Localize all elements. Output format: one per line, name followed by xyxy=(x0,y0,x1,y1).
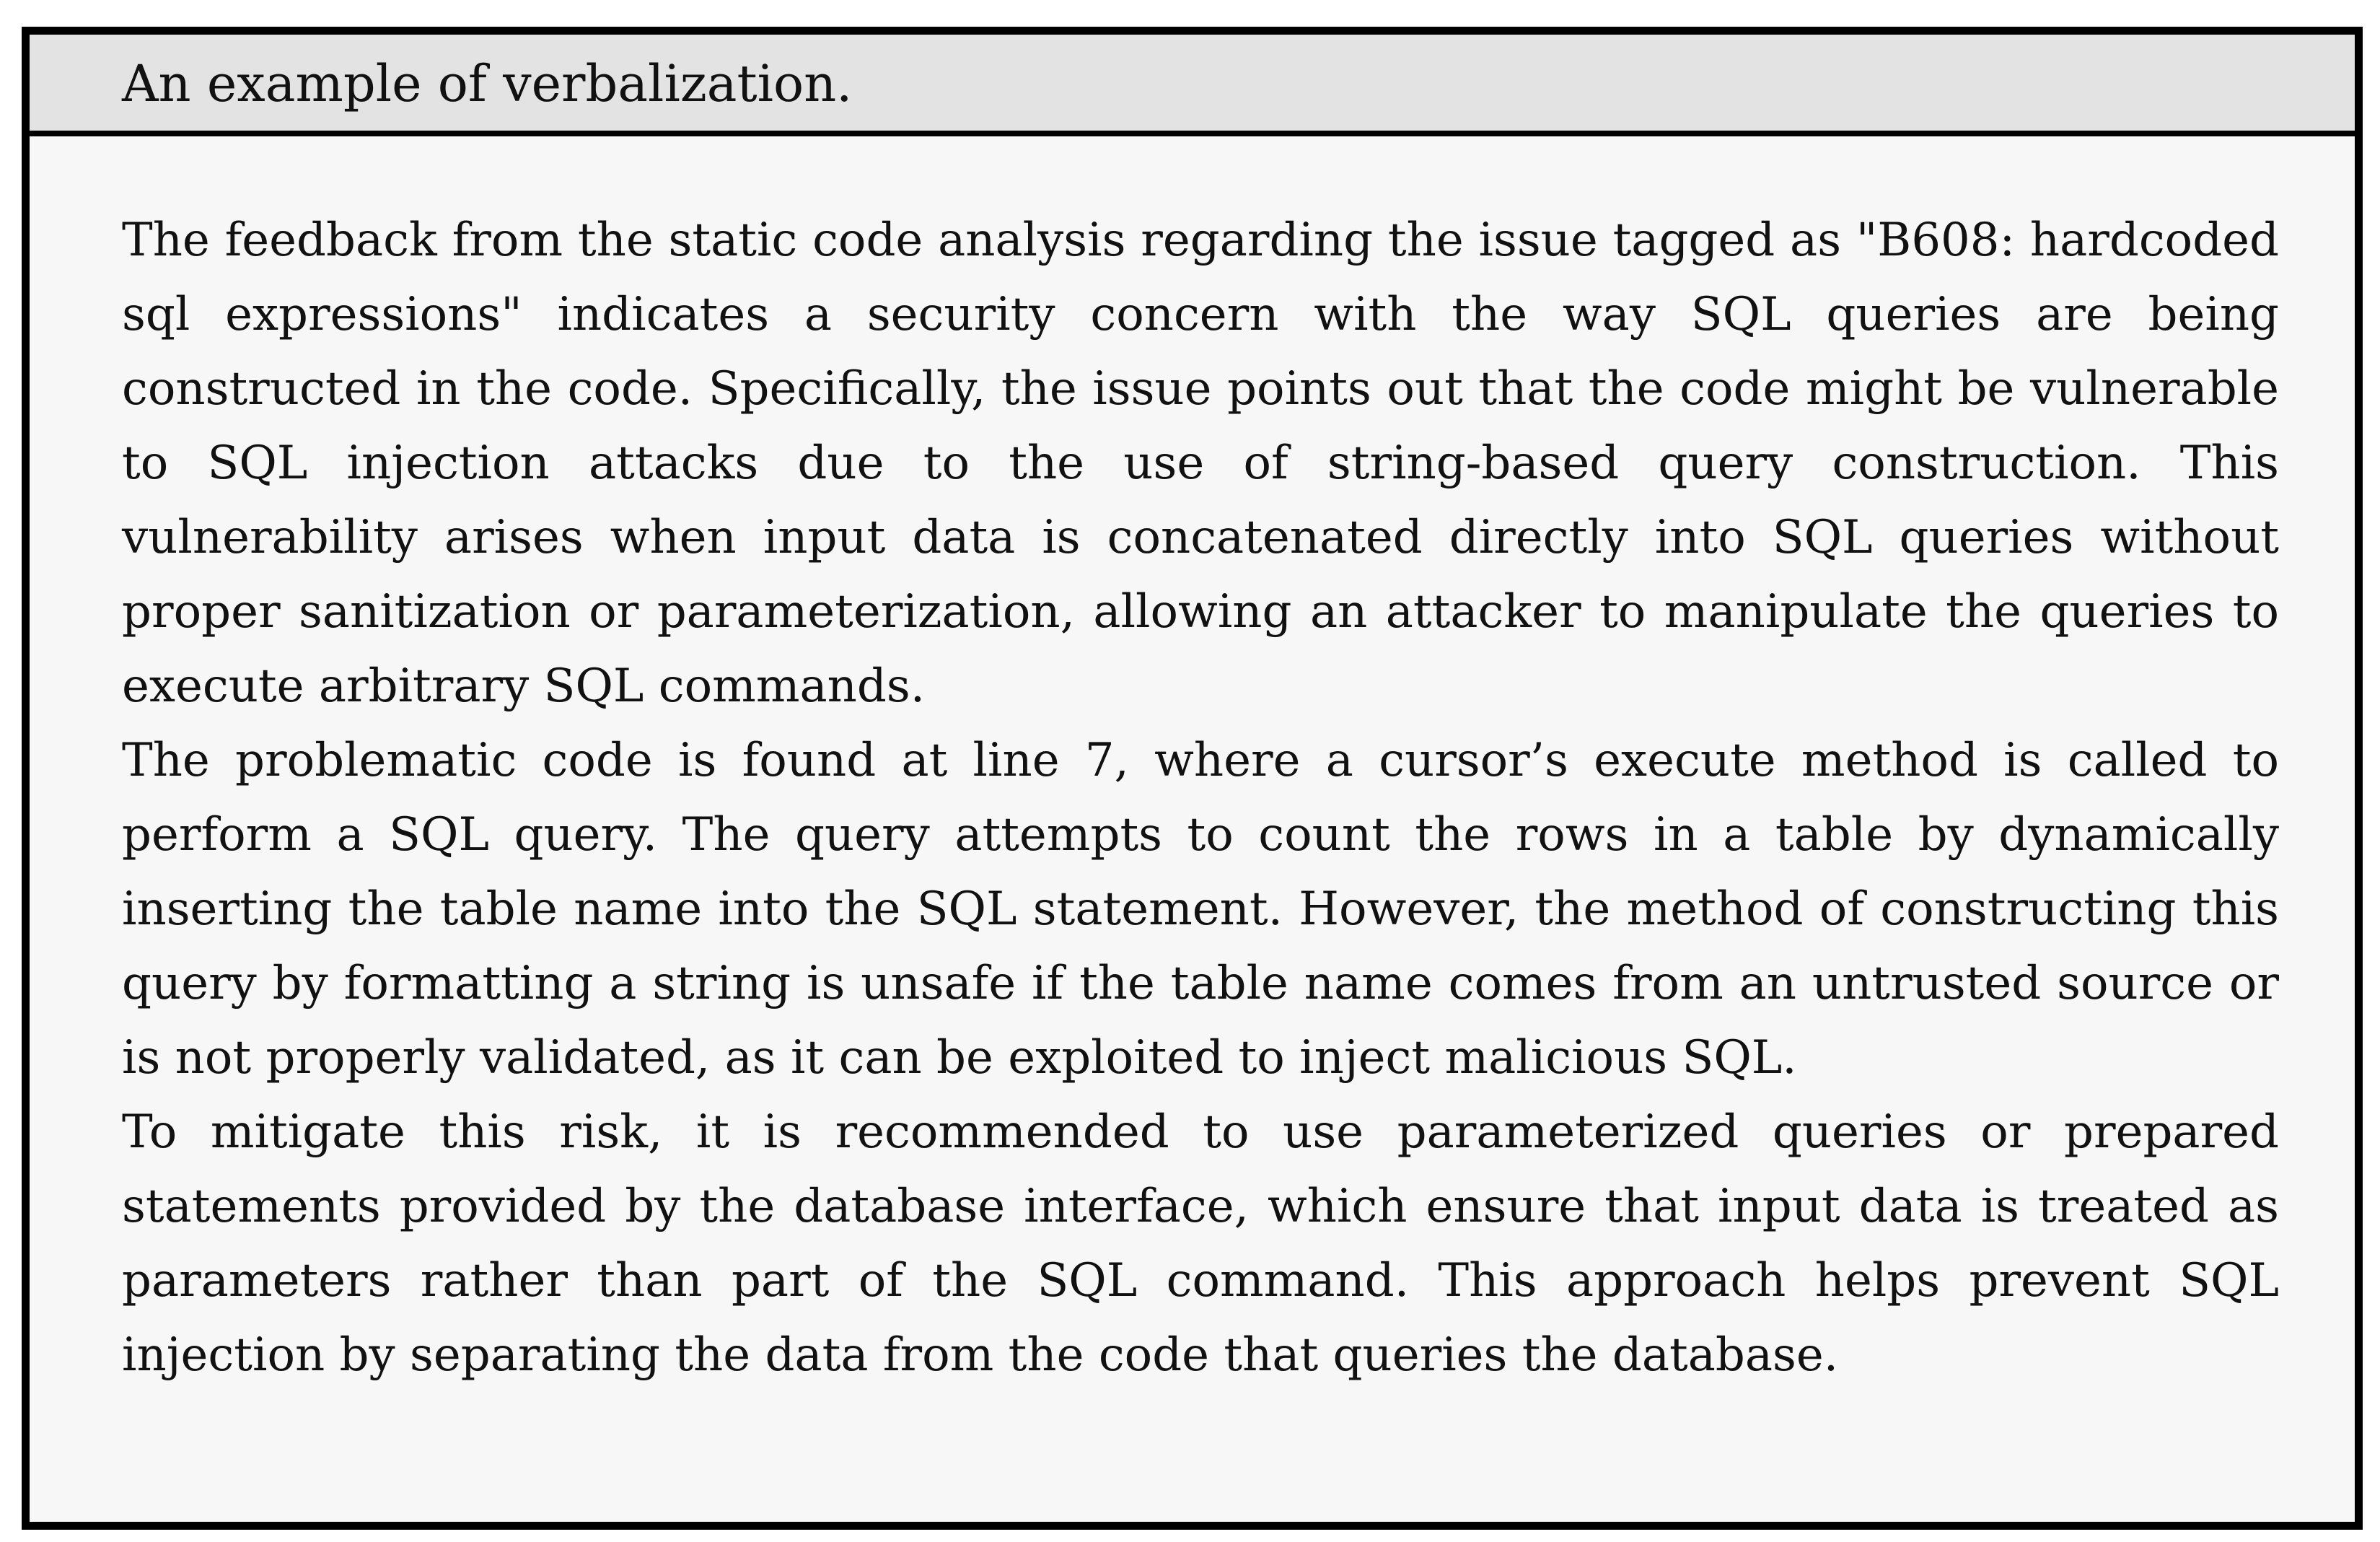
paragraph-problematic-code: The problematic code is found at line 7, where a cursor’s execute method is called to perform a SQL query. The query attempts to count the rows in a table by dynamically inserting the table name into the SQL statement. However, the method of constructing this query by formatting a string is unsafe if the table name comes from an untrusted source or is not properly validated, as it can be exploited to inject malicious SQL. xyxy=(122,734,2279,1085)
paragraph-issue-description: The feedback from the static code analysis regarding the issue tagged as "B608: hardcoded sql expressions" indicates a security concern with the way SQL queries are being constructed in the code. Specifically, the issue points out that the code might be vulnerable to SQL injection attacks due to the use of string-based query construction. This vulnerability arises when input data is concatenated directly into SQL queries without proper sanitization or parameterization, allowing an attacker to manipulate the queries to execute arbitrary SQL commands. xyxy=(122,214,2279,713)
box-body xyxy=(122,203,2279,1393)
paragraph-mitigation: To mitigate this risk, it is recommended to use parameterized queries or prepared statements provided by the database interface, which ensure that input data is treated as parameters rather than part of the SQL command. This approach helps prevent SQL injection by separating the data from the code that queries the database. xyxy=(122,1105,2279,1382)
box-title-bar xyxy=(30,35,2355,136)
verbalization-box xyxy=(22,27,2363,1530)
box-title: An example of verbalization. xyxy=(122,54,853,113)
